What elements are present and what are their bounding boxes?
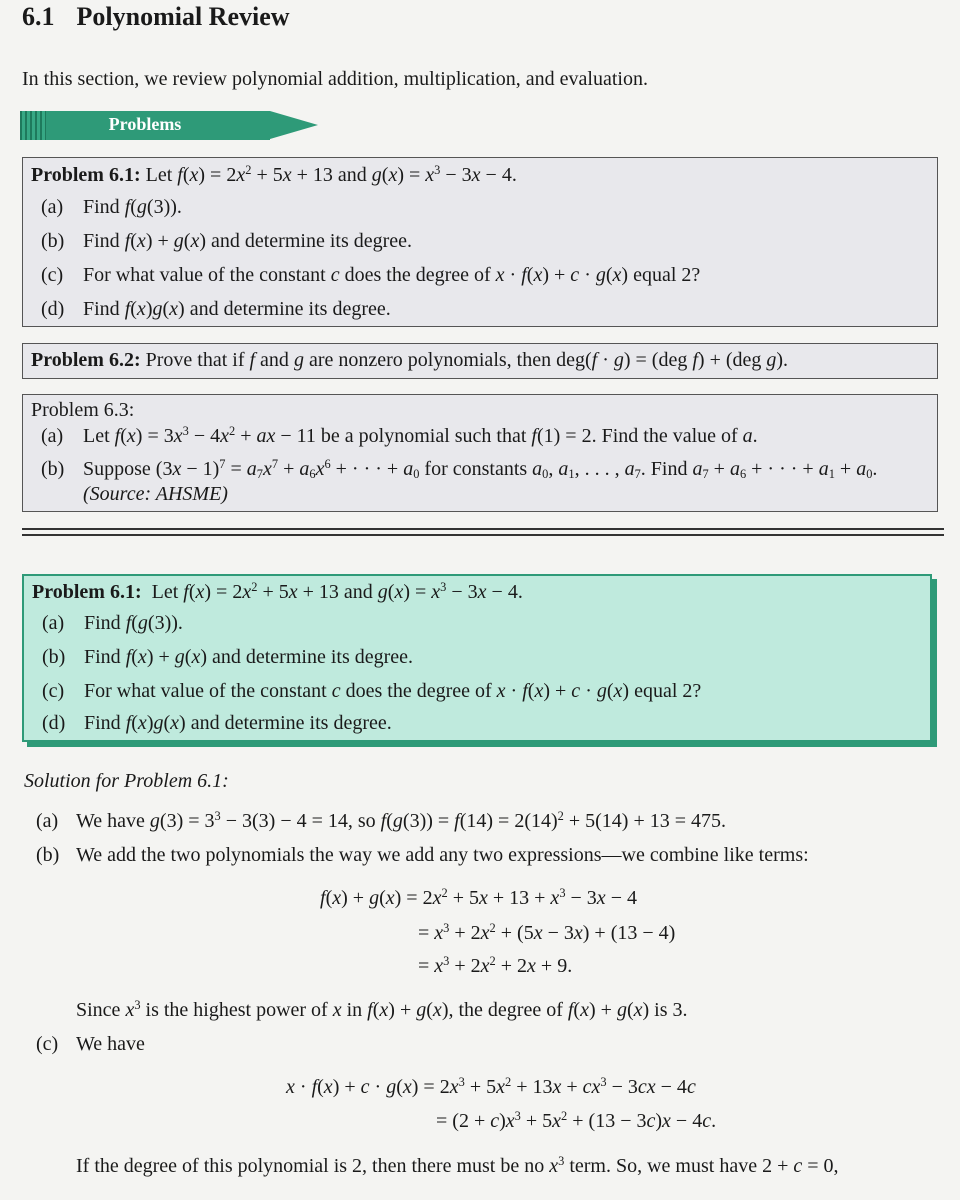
problem-6-3-box bbox=[22, 394, 938, 512]
equation-line: = $x^3 + 2x^2 + 2x + 9$. bbox=[418, 954, 573, 977]
problems-banner bbox=[20, 111, 320, 140]
problem-6-1-highlight-box bbox=[22, 574, 932, 742]
section-number: 6.1 bbox=[22, 2, 55, 31]
solution-part-c: (c) We have bbox=[36, 1033, 145, 1055]
problem-part: (d) Find f(x)g(x) and determine its degree. bbox=[41, 298, 391, 320]
equation-line: $f(x) + g(x) = 2x^2 + 5x + 13 + x^3 - 3x - 4$ bbox=[320, 886, 637, 909]
divider bbox=[22, 534, 944, 536]
solution-part-b: (b) We add the two polynomials the way we add any two expressions—we combine like terms: bbox=[36, 844, 809, 866]
problem-6-2-box bbox=[22, 343, 938, 379]
problem-6-1-statement: Problem 6.1: Let $f(x) = 2x^2 + 5x + 13$ and $g(x) = x^3 - 3x - 4$. bbox=[31, 163, 517, 186]
equation-line: = $x^3 + 2x^2 + (5x - 3x) + (13 - 4)$ bbox=[418, 921, 676, 944]
solution-continuation: If the degree of this polynomial is 2, then there must be no $x^3$ term. So, we must have 2 + c = 0, bbox=[76, 1154, 839, 1177]
problem-part: (b) Suppose $(3x - 1)^7 = a_7x^7 + a_6x^6$ + · · · + $a_0$ for constants $a_0$, $a_1$, . . . , $a_7$. Find $a_7 + a_6$ + · · · + $a_1 + a_0$. bbox=[41, 457, 878, 482]
banner-arrow bbox=[270, 111, 318, 139]
divider bbox=[22, 528, 944, 530]
problem-part: (b) Find f(x) + g(x) and determine its degree. bbox=[42, 646, 414, 668]
equation-line: = $(2 + c)x^3 + 5x^2 + (13 - 3c)x - 4c$. bbox=[436, 1109, 717, 1132]
problem-part: (a) Find f(g(3)). bbox=[42, 612, 183, 634]
problem-6-2-statement: Problem 6.2: Prove that if f and g are nonzero polynomials, then deg(f · g) = (deg f) + (deg g). bbox=[31, 349, 789, 371]
problem-heading: Problem 6.1: bbox=[32, 581, 142, 603]
problem-part: (d) Find f(x)g(x) and determine its degree. bbox=[42, 712, 392, 734]
solution-title: Solution for Problem 6.1: bbox=[24, 770, 229, 792]
equation-line: $x \cdot f(x) + c \cdot g(x) = 2x^3 + 5x^2 + 13x + cx^3 - 3cx - 4c$ bbox=[286, 1075, 696, 1098]
solution-part-a: (a) We have $g(3) = 3^3 - 3(3) - 4 = 14$, so $f(g(3)) = f(14) = 2(14)^2 + 5(14) + 13 = 475$. bbox=[36, 809, 727, 832]
problem-part: (b) Find f(x) + g(x) and determine its degree. bbox=[41, 230, 413, 252]
problem-part: (a) Find f(g(3)). bbox=[41, 196, 182, 218]
problem-6-1-box bbox=[22, 157, 938, 327]
problem-source: (Source: AHSME) bbox=[83, 483, 228, 505]
problem-heading: Problem 6.3: bbox=[31, 399, 135, 421]
banner-label: Problems bbox=[108, 114, 182, 134]
problem-part: (a) Let $f(x) = 3x^3 - 4x^2$ + ax − 11 be a polynomial such that f(1) = 2. Find the value of a. bbox=[41, 424, 758, 447]
problem-part: (c) For what value of the constant c does the degree of x · f(x) + c · g(x) equal 2? bbox=[41, 264, 701, 286]
section-title bbox=[22, 2, 290, 32]
problem-part: (c) For what value of the constant c does the degree of x · f(x) + c · g(x) equal 2? bbox=[42, 680, 702, 702]
problem-6-1-statement: Problem 6.1: Let $f(x) = 2x^2 + 5x + 13$ and $g(x) = x^3 - 3x - 4$. bbox=[32, 580, 523, 603]
intro-text: In this section, we review polynomial addition, multiplication, and evaluation. bbox=[22, 68, 648, 90]
section-title-text: Polynomial Review bbox=[76, 2, 290, 31]
solution-degree-text: Since $x^3$ is the highest power of x in f(x) + g(x), the degree of f(x) + g(x) is 3. bbox=[76, 998, 688, 1021]
problem-heading: Problem 6.1: bbox=[31, 164, 141, 186]
problem-heading: Problem 6.2: bbox=[31, 349, 141, 371]
